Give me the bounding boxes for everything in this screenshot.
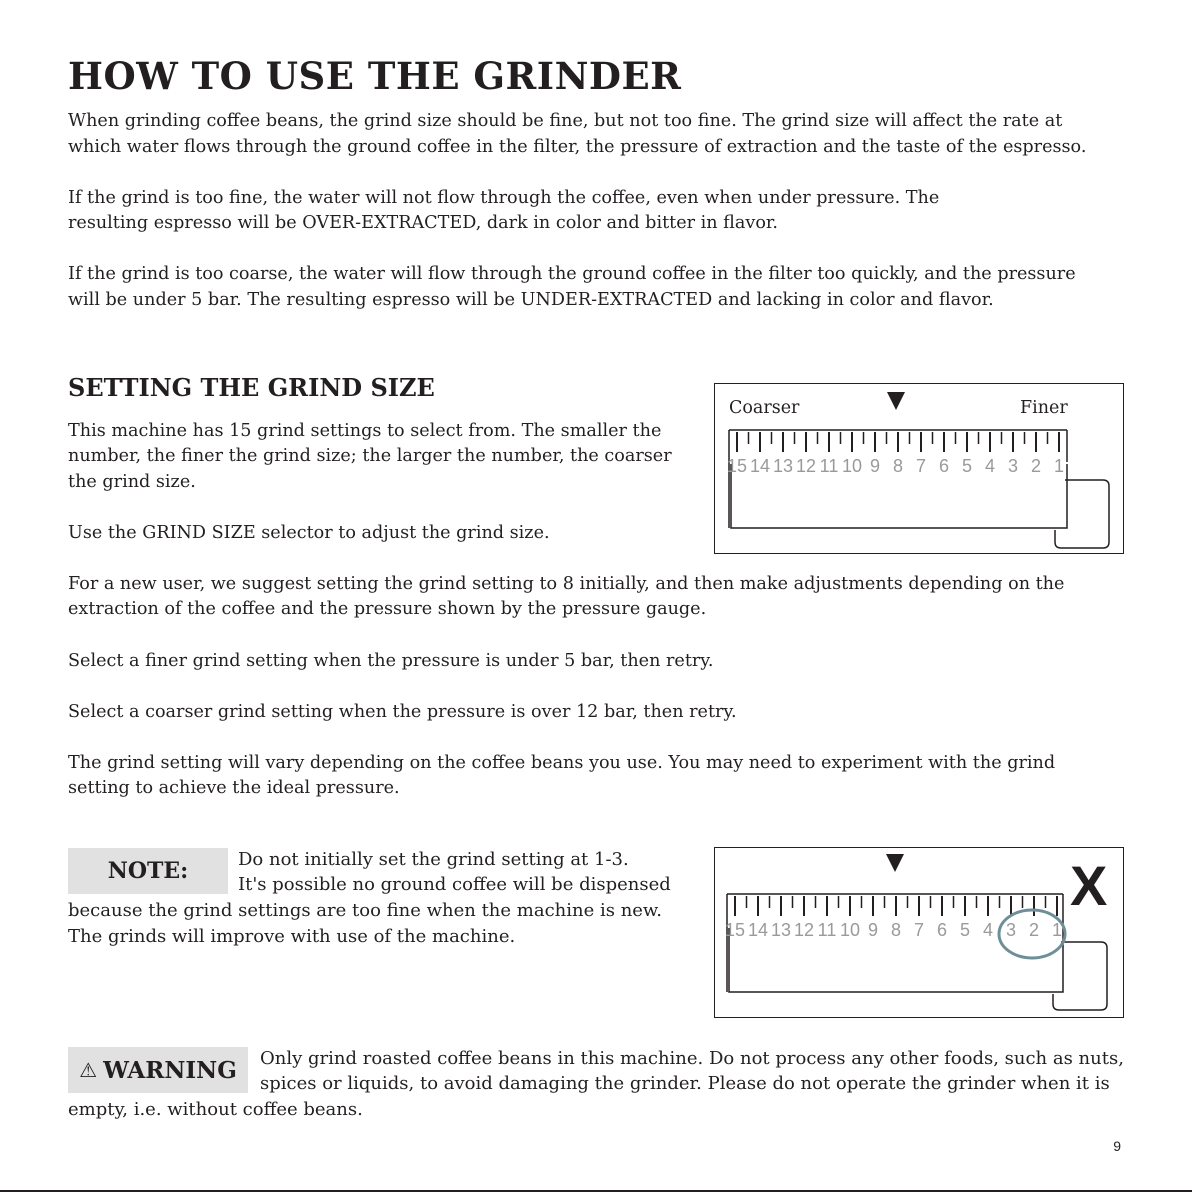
tick-number: 12 [793,920,815,940]
setting-line: number, the finer the grind size; the larger the number, the coarser [68,446,672,466]
intro-line: If the grind is too fine, the water will not flow through the coffee, even when under pressure. The [68,188,940,208]
setting-line: Select a coarser grind setting when the pressure is over 12 bar, then retry. [68,702,737,722]
tick-number: 11 [819,456,839,476]
tick-number: 3 [1007,456,1019,476]
tick-number: 14 [747,920,769,940]
intro-line: which water flows through the ground coffee in the filter, the pressure of extraction and the taste of the espresso. [68,137,1087,157]
tick-numbers [727,456,1064,476]
tick-number: 9 [869,456,881,476]
grind-dial-warning-diagram [714,847,1124,1018]
setting-line: Select a finer grind setting when the pressure is under 5 bar, then retry. [68,651,714,671]
warning-line: empty, i.e. without coffee beans. [68,1099,363,1120]
tick-number: 12 [795,456,817,476]
wrong-mark: X [1070,854,1108,917]
tick-number: 2 [1028,920,1040,940]
tick-number: 6 [938,456,950,476]
tick-number: 9 [867,920,879,940]
tick-number: 8 [890,920,902,940]
tick-number: 13 [772,456,794,476]
intro-line: When grinding coffee beans, the grind size should be fine, but not too fine. The grind size will affect the rate at [68,111,1063,131]
tick-number: 5 [959,920,971,940]
warning-label: WARNING [103,1056,237,1084]
grind-dial-diagram [714,383,1124,554]
setting-line: extraction of the coffee and the pressure shown by the pressure gauge. [68,599,707,619]
tick-number: 11 [817,920,837,940]
note-line: because the grind settings are too fine when the machine is new. [68,900,662,921]
coarser-label: Coarser [729,398,800,418]
setting-line: This machine has 15 grind settings to select from. The smaller the [68,421,662,441]
tick-number: 13 [770,920,792,940]
note-line: Do not initially set the grind setting at 1-3. [238,849,629,870]
intro-line: resulting espresso will be OVER-EXTRACTED, dark in color and bitter in flavor. [68,213,779,233]
dial-scale [715,848,1125,1019]
tick-number: 4 [984,456,996,476]
warning-badge [68,1047,248,1093]
warning-triangle-icon: ⚠ [79,1058,98,1082]
tick-number: 14 [749,456,771,476]
tick-number: 5 [961,456,973,476]
page-number: 9 [1113,1138,1121,1154]
tick-numbers [725,920,1062,940]
tick-number: 15 [724,920,746,940]
intro-line: If the grind is too coarse, the water will flow through the ground coffee in the filter too quickly, and the pressure [68,264,1076,284]
tick-number: 10 [839,920,861,940]
intro-line: will be under 5 bar. The resulting espresso will be UNDER-EXTRACTED and lacking in color and flavor. [68,290,994,310]
tick-number: 6 [936,920,948,940]
tick-number: 7 [915,456,927,476]
page-title: HOW TO USE THE GRINDER [68,54,682,98]
setting-line: the grind size. [68,472,196,492]
warning-line: spices or liquids, to avoid damaging the grinder. Please do not operate the grinder when it is [260,1073,1110,1094]
tick-number: 7 [913,920,925,940]
finer-label: Finer [1020,398,1068,418]
pointer-icon [886,854,904,872]
tick-number: 8 [892,456,904,476]
setting-line: Use the GRIND SIZE selector to adjust the grind size. [68,523,550,543]
setting-line: The grind setting will vary depending on the coffee beans you use. You may need to experiment with the grind [68,753,1056,773]
tick-number: 3 [1005,920,1017,940]
note-badge: NOTE: [68,848,228,894]
tick-number: 1 [1051,920,1063,940]
warning-line: Only grind roasted coffee beans in this machine. Do not process any other foods, such as nuts, [260,1048,1124,1069]
setting-line: For a new user, we suggest setting the grind setting to 8 initially, and then make adjustments depending on the [68,574,1065,594]
dial-scale [715,384,1125,555]
tick-number: 4 [982,920,994,940]
tick-number: 15 [726,456,748,476]
note-line: It's possible no ground coffee will be dispensed [238,874,671,895]
note-line: The grinds will improve with use of the machine. [68,926,516,947]
tick-number: 1 [1053,456,1065,476]
tick-number: 10 [841,456,863,476]
setting-line: setting to achieve the ideal pressure. [68,778,400,798]
pointer-icon [887,392,905,410]
section-title: SETTING THE GRIND SIZE [68,373,435,402]
tick-number: 2 [1030,456,1042,476]
